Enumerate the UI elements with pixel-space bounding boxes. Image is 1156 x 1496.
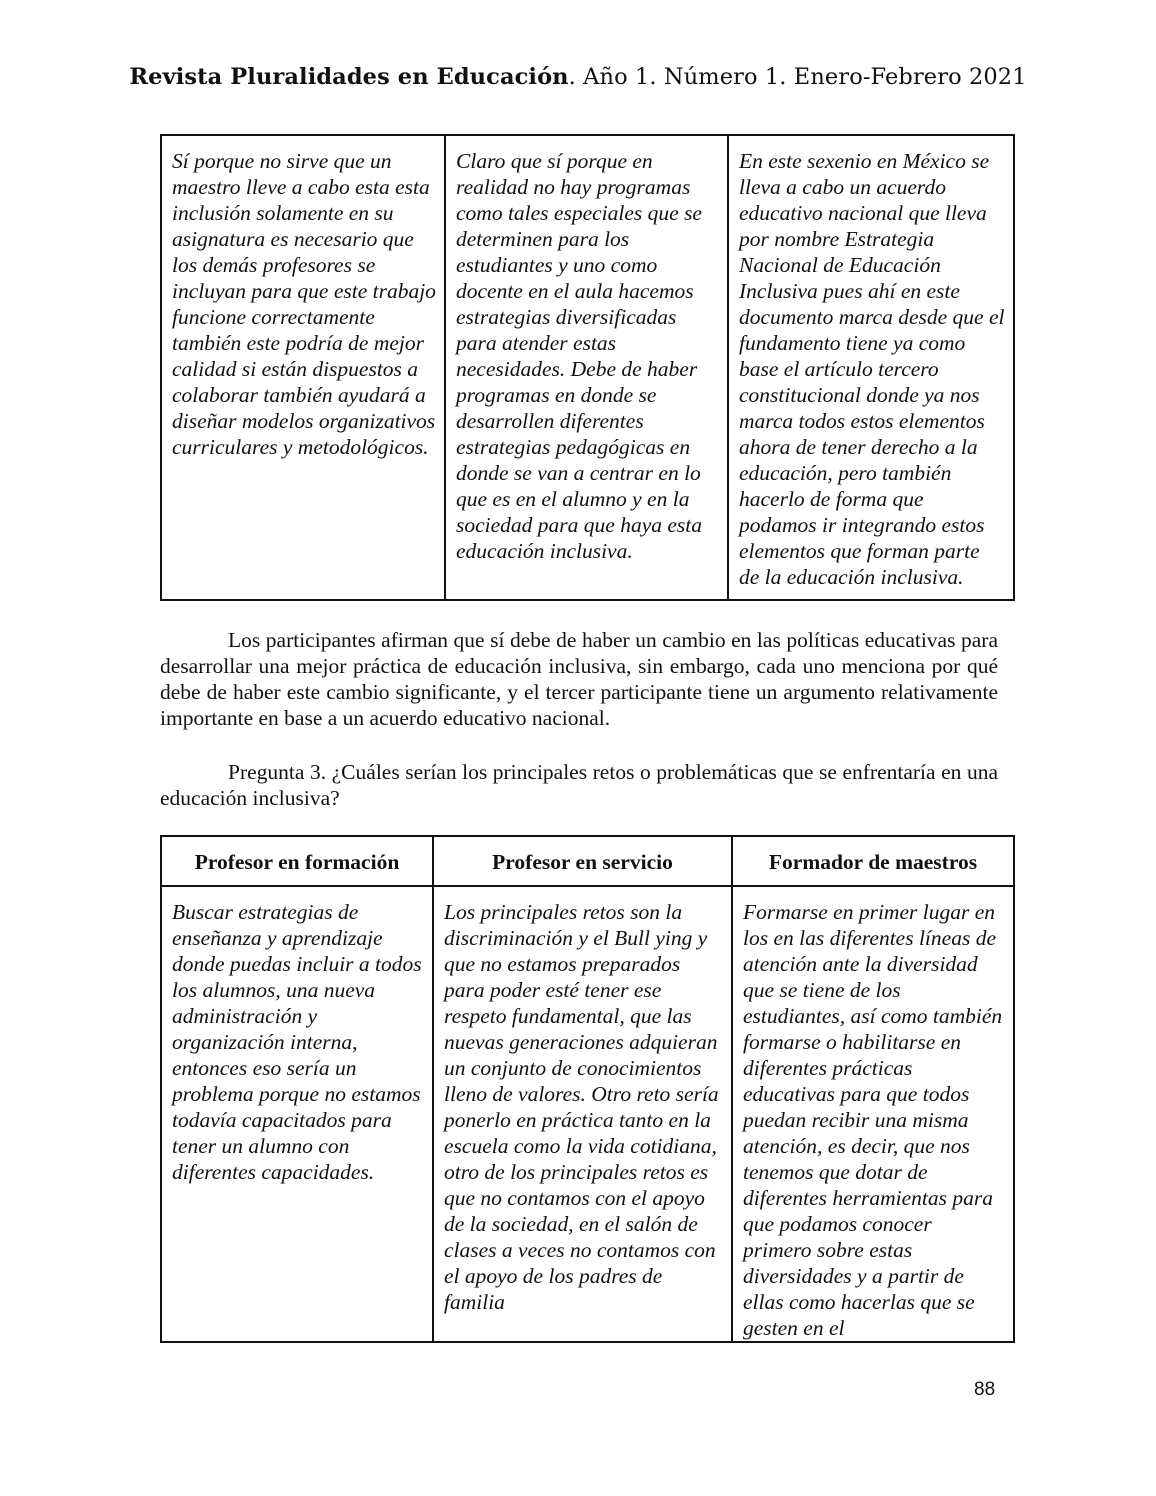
- table-cell-teacher-trainer: En este sexenio en México se lleva a cabo un acuerdo educativo nacional que lleva por nombre Estrategia Nacional de Educación Inclusiva pues ahí en este documento marca desde que el fundamento tiene ya como base el artículo tercero constitucional donde ya nos marca todos estos elementos ahora de tener derecho a la educación, pero también hacerlo de forma que podamos ir integrando estos elementos que forman parte de la educación inclusiva.: [728, 135, 1014, 600]
- column-header-in-service: Profesor en servicio: [433, 836, 732, 886]
- responses-table-question-2: [160, 134, 1015, 601]
- table-cell-in-service: Los principales retos son la discriminación y el Bull ying y que no estamos preparados para poder esté tener ese respeto fundamental, que las nuevas generaciones adquieran un conjunto de conocimientos lleno de valores. Otro reto sería ponerlo en práctica tanto en la escuela como la vida cotidiana, otro de los principales retos es que no contamos con el apoyo de la sociedad, en el salón de clases a veces no contamos con el apoyo de los padres de familia: [433, 886, 732, 1342]
- table-cell-trainee: Sí porque no sirve que un maestro lleve a cabo esta esta inclusión solamente en su asignatura es necesario que los demás profesores se incluyan para que este trabajo funcione correctamente también este podría de mejor calidad si están dispuestos a colaborar también ayudará a diseñar modelos organizativos curriculares y metodológicos.: [161, 135, 445, 600]
- running-header: [0, 64, 1156, 90]
- table-row: [161, 886, 1014, 1342]
- table-cell-teacher-trainer: Formarse en primer lugar en los en las diferentes líneas de atención ante la diversidad que se tiene de los estudiantes, así como también formarse o habilitarse en diferentes prácticas educativas para que todos puedan recibir una misma atención, es decir, que nos tenemos que dotar de diferentes herramientas para que podamos conocer primero sobre estas diversidades y a partir de ellas como hacerlas que se gesten en el: [732, 886, 1014, 1342]
- page-number: 88: [974, 1379, 996, 1400]
- table-cell-trainee: Buscar estrategias de enseñanza y aprendizaje donde puedas incluir a todos los alumnos, una nueva administración y organización interna, entonces eso sería un problema porque no estamos todavía capacitados para tener un alumno con diferentes capacidades.: [161, 886, 433, 1342]
- question-3-paragraph: Pregunta 3. ¿Cuáles serían los principales retos o problemáticas que se enfrentaría en una educación inclusiva?: [160, 760, 998, 810]
- journal-title: Revista Pluralidades en Educación: [129, 64, 569, 90]
- table-cell-in-service: Claro que sí porque en realidad no hay programas como tales especiales que se determinen para los estudiantes y uno como docente en el aula hacemos estrategias diversificadas para atender estas necesidades. Debe de haber programas en donde se desarrollen diferentes estrategias pedagógicas en donde se van a centrar en lo que es en el alumno y en la sociedad para que haya esta educación inclusiva.: [445, 135, 728, 600]
- body-paragraph: Los participantes afirman que sí debe de haber un cambio en las políticas educativas para desarrollar una mejor práctica de educación inclusiva, sin embargo, cada uno menciona por qué debe de haber este cambio significante, y el tercer participante tiene un argumento relativamente importante en base a un acuerdo educativo nacional.: [160, 628, 998, 730]
- column-header-trainee: Profesor en formación: [161, 836, 433, 886]
- table-row: [161, 135, 1014, 600]
- responses-table-question-3: [160, 835, 1015, 1343]
- column-header-teacher-trainer: Formador de maestros: [732, 836, 1014, 886]
- issue-info: . Año 1. Número 1. Enero-Febrero 2021: [568, 64, 1027, 90]
- table-header-row: [161, 836, 1014, 886]
